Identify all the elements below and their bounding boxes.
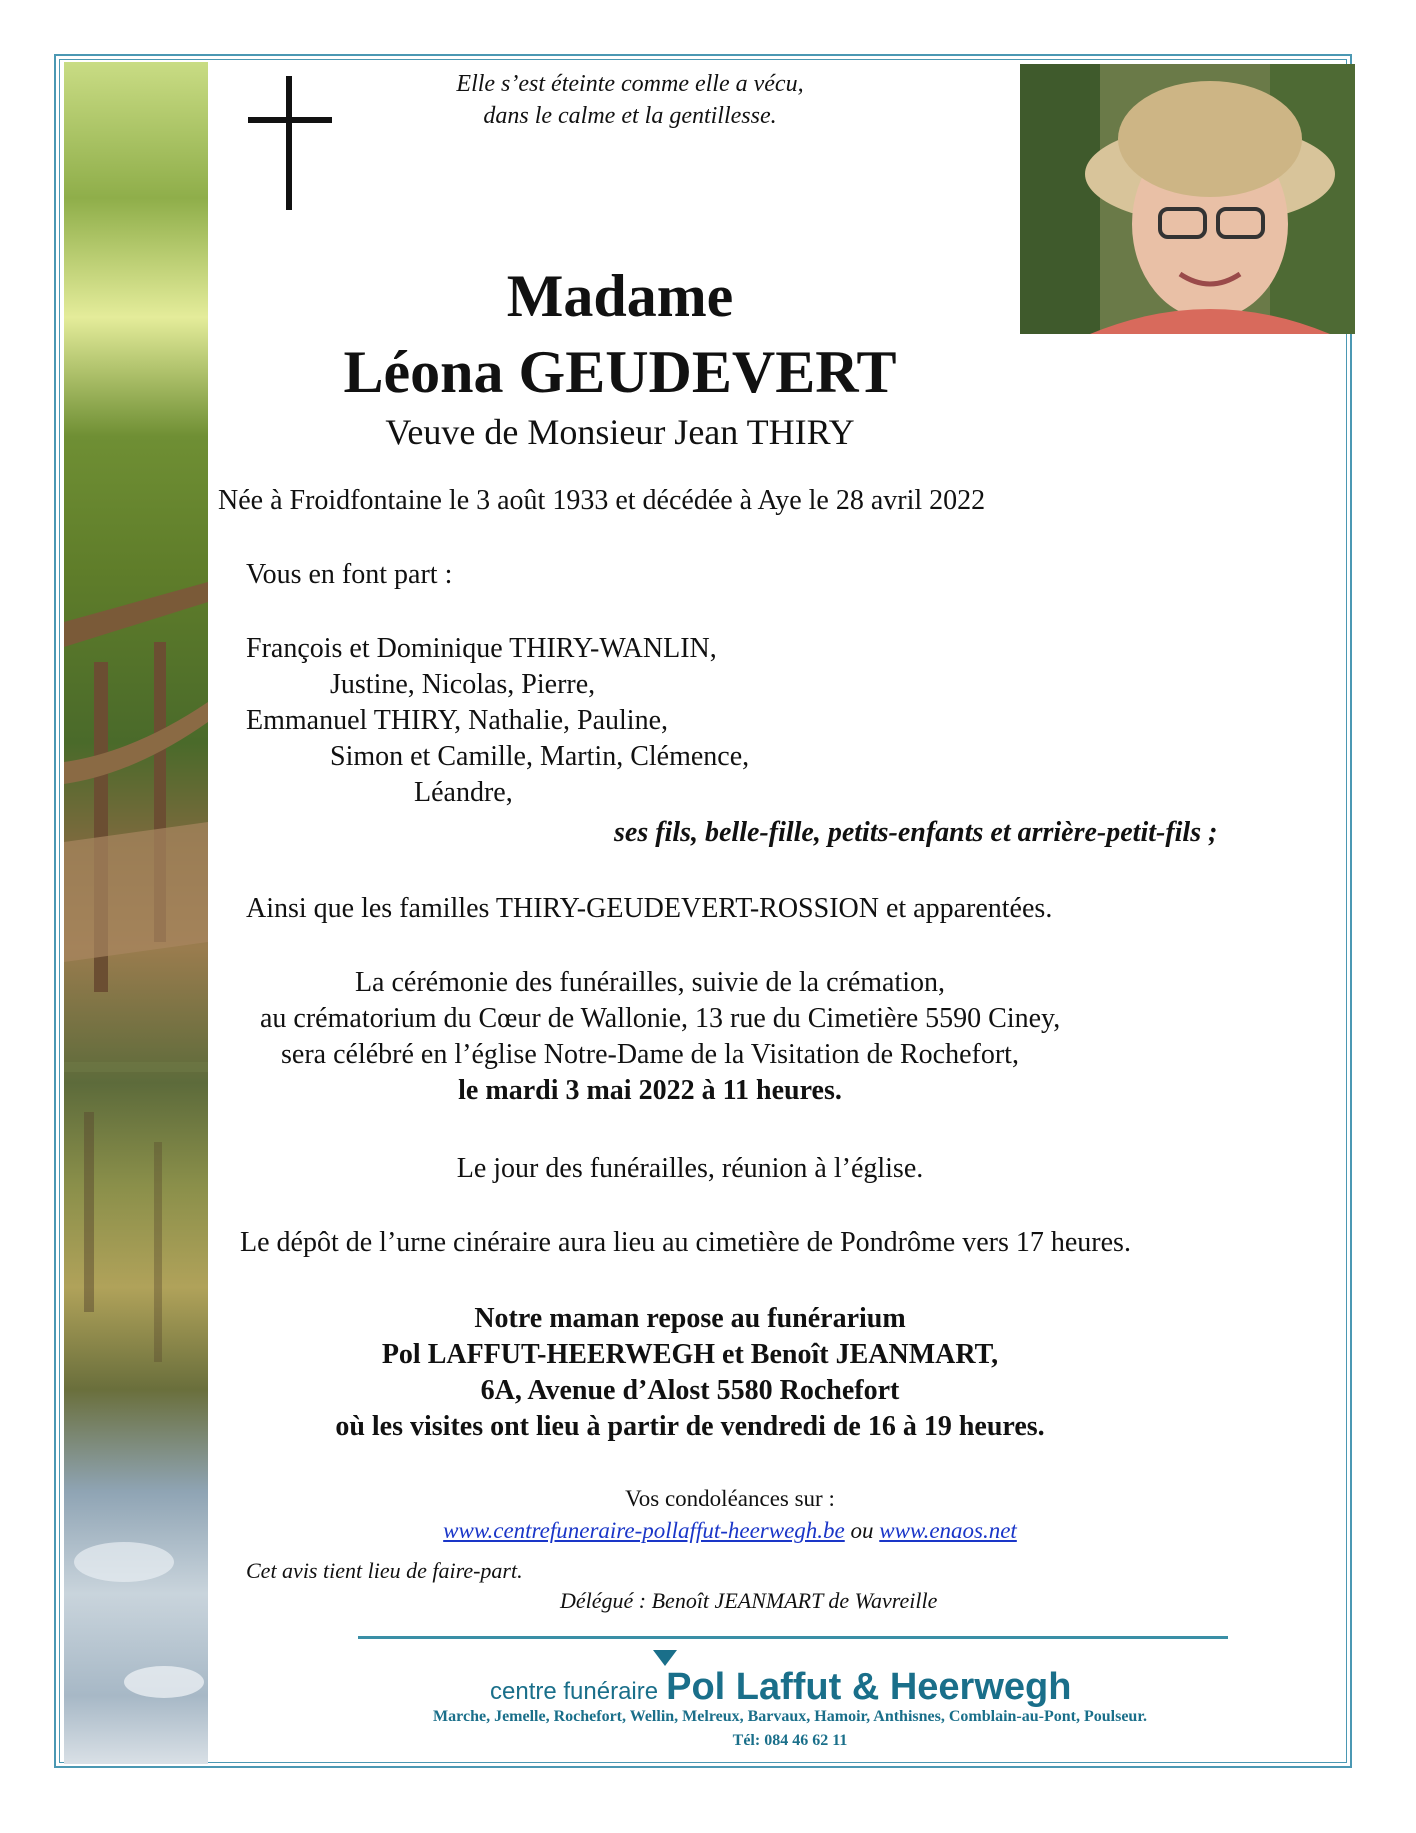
portrait-photo <box>1020 64 1355 334</box>
ceremony-line-1: La cérémonie des funérailles, suivie de la crémation, <box>354 967 946 998</box>
condolences-link-2[interactable]: www.enaos.net <box>879 1518 1017 1543</box>
funerarium-line-1: Notre maman repose au funérarium <box>474 1303 906 1334</box>
family-relation: ses fils, belle-fille, petits-enfants et arrière-petit-fils ; <box>614 817 1218 848</box>
family-line-2: Justine, Nicolas, Pierre, <box>330 669 596 700</box>
families-line: Ainsi que les familles THIRY-GEUDEVERT-ROSSION et apparentées. <box>246 893 1053 924</box>
ceremony-line-2: au crématorium du Cœur de Wallonie, 13 rue du Cimetière 5590 Ciney, <box>260 1003 1061 1034</box>
family-line-3: Emmanuel THIRY, Nathalie, Pauline, <box>246 705 669 736</box>
footer-triangle-icon <box>653 1650 677 1666</box>
funerarium-line-3: 6A, Avenue d’Alost 5580 Rochefort <box>480 1375 900 1406</box>
footer-brand <box>490 1666 1090 1709</box>
condolences-label: Vos condoléances sur : <box>625 1486 835 1511</box>
footer-tel: Tél: 084 46 62 11 <box>732 1732 848 1749</box>
title-madame: Madame <box>506 263 734 329</box>
funerarium-line-2: Pol LAFFUT-HEERWEGH et Benoît JEANMART, <box>381 1339 999 1370</box>
meeting-line: Le jour des funérailles, réunion à l’église. <box>456 1153 924 1184</box>
announce-intro: Vous en font part : <box>246 559 453 590</box>
funerarium-line-4: où les visites ont lieu à partir de vendredi de 16 à 19 heures. <box>335 1411 1045 1442</box>
footer-rule <box>358 1636 1228 1639</box>
deceased-name: Léona GEUDEVERT <box>343 339 897 405</box>
delegate-line: Délégué : Benoît JEANMART de Wavreille <box>560 1588 938 1613</box>
quote-line-2: dans le calme et la gentillesse. <box>483 103 777 129</box>
urn-line: Le dépôt de l’urne cinéraire aura lieu au cimetière de Pondrôme vers 17 heures. <box>240 1227 1131 1258</box>
footer-towns: Marche, Jemelle, Rochefort, Wellin, Melreux, Barvaux, Hamoir, Anthisnes, Comblain-au-Pont, Poulseur. <box>433 1708 1147 1725</box>
family-line-1: François et Dominique THIRY-WANLIN, <box>246 633 717 664</box>
footer-small-label: centre funéraire <box>490 1678 659 1705</box>
notice-line: Cet avis tient lieu de faire-part. <box>246 1558 523 1583</box>
family-line-4: Simon et Camille, Martin, Clémence, <box>330 741 750 772</box>
condolences-link-1[interactable]: www.centrefuneraire-pollaffut-heerwegh.be <box>443 1518 845 1543</box>
ceremony-line-3: sera célébré en l’église Notre-Dame de la Visitation de Rochefort, <box>281 1039 1019 1070</box>
bridge-illustration <box>64 62 208 1764</box>
birth-death-line: Née à Froidfontaine le 3 août 1933 et décédée à Aye le 28 avril 2022 <box>218 485 986 516</box>
ceremony-date: le mardi 3 mai 2022 à 11 heures. <box>458 1075 842 1106</box>
quote-line-1: Elle s’est éteinte comme elle a vécu, <box>456 71 804 97</box>
family-line-5: Léandre, <box>414 777 513 808</box>
condolences-links <box>300 1514 1160 1548</box>
condolences-or: ou <box>850 1518 874 1543</box>
footer-brand-name: Pol Laffut & Heerwegh <box>666 1666 1072 1708</box>
epitaph-quote <box>360 68 900 132</box>
widow-subtitle: Veuve de Monsieur Jean THIRY <box>385 412 855 452</box>
cross-icon <box>248 76 332 210</box>
side-photo-bridge <box>64 62 208 1764</box>
portrait-illustration <box>1020 64 1355 334</box>
